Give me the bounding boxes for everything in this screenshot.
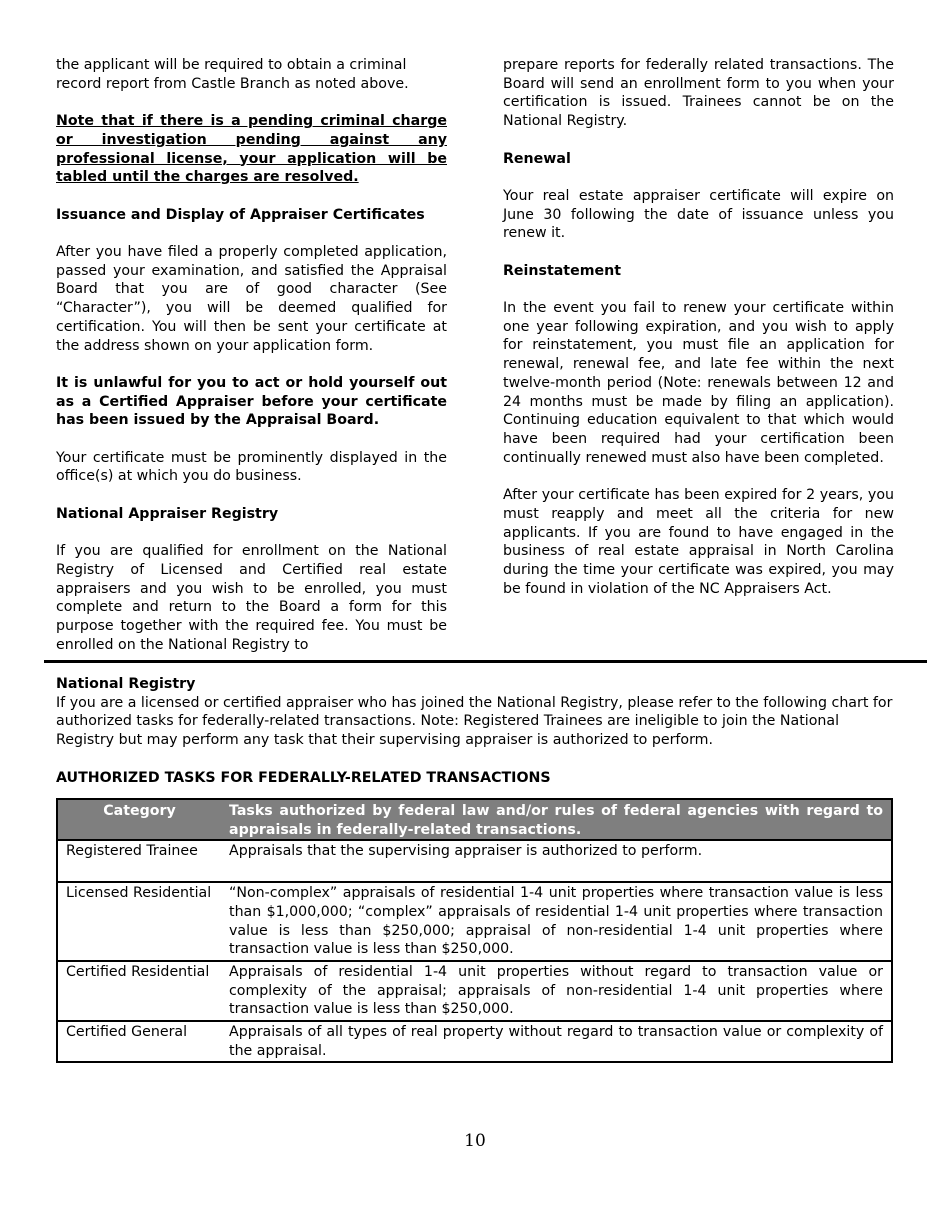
header-category: Category — [57, 799, 221, 840]
table-row — [57, 1021, 892, 1062]
registry-paragraph: If you are qualified for enrollment on the National Registry of Licensed and Certified real estate appraisers and you wish to be enrolled, you must complete and return to the Board a form for this purpose together with the required fee. You must be enrolled on the National Registry to — [56, 543, 447, 653]
unlawful-warning: It is unlawful for you to act or hold yourself out as a Certified Appraiser before your certificate has been issued by the Appraisal Board. — [56, 374, 447, 429]
authorized-tasks-table — [56, 798, 893, 1063]
header-tasks: Tasks authorized by federal law and/or rules of federal agencies with regard to appraisals in federally-related transactions. — [221, 799, 892, 840]
page-number: 10 — [464, 1131, 486, 1151]
national-registry-section — [56, 675, 894, 787]
table-row — [57, 840, 892, 882]
registry-continued-paragraph: prepare reports for federally related transactions. The Board will send an enrollment form to you when your certification is issued. Trainees cannot be on the National Registry. — [503, 57, 894, 130]
reinstatement-paragraph: In the event you fail to renew your certificate within one year following expiration, and you wish to apply for reinstatement, you must file an application for renewal, renewal fee, and late fee within the next twelve-month period (Note: renewals between 12 and 24 months must be made by filing an application). Continuing education equivalent to that which would have been required had your certification been continually renewed must also have been completed. — [503, 300, 894, 466]
row-category: Registered Trainee — [57, 840, 221, 882]
issuance-heading: Issuance and Display of Appraiser Certificates — [56, 206, 425, 223]
section-divider — [44, 660, 927, 663]
pending-charge-note: Note that if there is a pending criminal charge or investigation pending against any professional license, your application will be tabled until the charges are resolved. — [56, 113, 447, 186]
table-row — [57, 961, 892, 1021]
row-tasks: Appraisals that the supervising appraiser is authorized to perform. — [221, 840, 892, 882]
table-title: AUTHORIZED TASKS FOR FEDERALLY-RELATED TRANSACTIONS — [56, 769, 551, 786]
row-tasks: Appraisals of residential 1-4 unit properties without regard to transaction value or complexity of the appraisal; appraisals of non-residential 1-4 unit properties where transaction value is less than $250,000. — [221, 961, 892, 1021]
national-registry-text: If you are a licensed or certified appraiser who has joined the National Registry, please refer to the following chart for authorized tasks for federally-related transactions. Note: Registered Trainees are ineligible to join the National Registry but may perform any task that their supervising appraiser is authorized to perform. — [56, 694, 893, 749]
renewal-paragraph: Your real estate appraiser certificate will expire on June 30 following the date of issuance unless you renew it. — [503, 187, 894, 242]
row-tasks: “Non-complex” appraisals of residential 1-4 unit properties where transaction value is less than $1,000,000; “complex” appraisals of residential 1-4 unit properties where transaction value is less than $250,000; appraisal of non-residential 1-4 unit properties where transaction value is less than $250,000. — [221, 882, 892, 961]
reinstatement-heading: Reinstatement — [503, 262, 622, 279]
display-paragraph: Your certificate must be prominently displayed in the office(s) at which you do business. — [56, 449, 447, 485]
left-column — [56, 56, 447, 673]
expired-paragraph: After your certificate has been expired for 2 years, you must reapply and meet all the criteria for new applicants. If you are found to have engaged in the business of real estate appraisal in North Carolina during the time your certificate was expired, you may be found in violation of the NC Appraisers Act. — [503, 487, 894, 597]
row-tasks: Appraisals of all types of real property without regard to transaction value or complexity of the appraisal. — [221, 1021, 892, 1062]
renewal-heading: Renewal — [503, 150, 571, 167]
table-header-row — [57, 799, 892, 840]
national-registry-heading: National Registry — [56, 676, 196, 692]
row-category: Licensed Residential — [57, 882, 221, 961]
row-category: Certified Residential — [57, 961, 221, 1021]
registry-heading: National Appraiser Registry — [56, 505, 279, 522]
right-column — [503, 56, 894, 617]
row-category: Certified General — [57, 1021, 221, 1062]
criminal-record-paragraph: the applicant will be required to obtain a criminal record report from Castle Branch as noted above. — [56, 57, 409, 92]
table-row — [57, 882, 892, 961]
issuance-paragraph: After you have filed a properly completed application, passed your examination, and satisfied the Appraisal Board that you are of good character (See “Character”), you will be deemed qualified for certification. You will then be sent your certificate at the address shown on your application form. — [56, 243, 447, 354]
